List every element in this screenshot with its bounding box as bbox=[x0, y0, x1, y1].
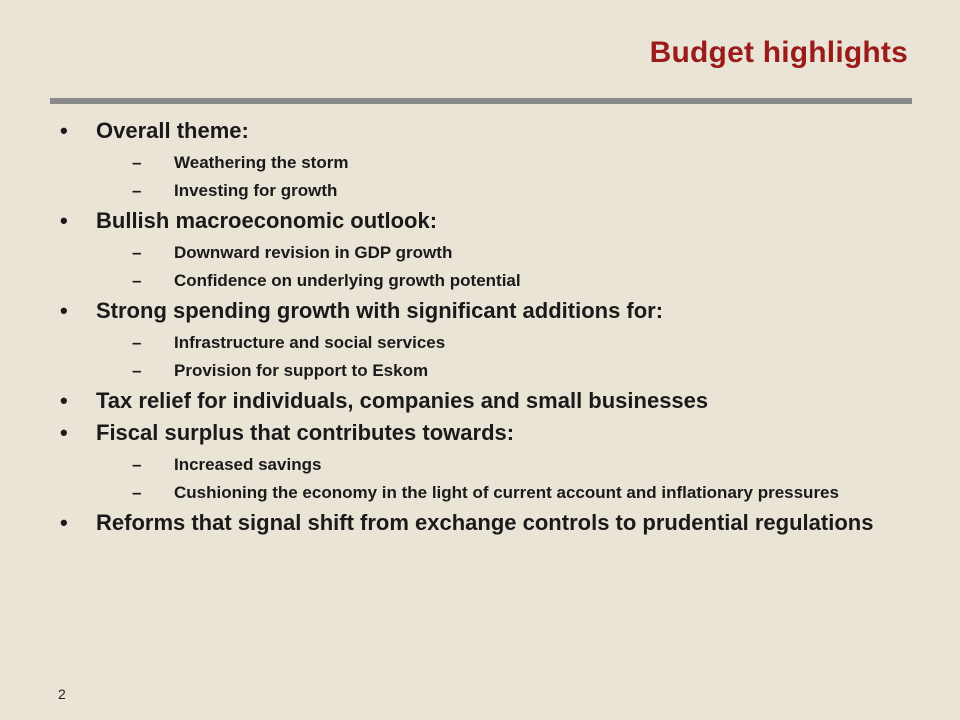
dash-marker: – bbox=[132, 455, 142, 474]
title-divider bbox=[50, 98, 912, 104]
bullet-list bbox=[60, 114, 920, 540]
sub-text: Increased savings bbox=[174, 455, 322, 474]
bullet-item bbox=[60, 508, 920, 538]
bullet-item bbox=[60, 296, 920, 382]
bullet-text: Reforms that signal shift from exchange controls to prudential regulations bbox=[96, 510, 874, 535]
sub-item bbox=[132, 152, 920, 174]
bullet-marker: • bbox=[60, 388, 68, 413]
bullet-text: Fiscal surplus that contributes towards: bbox=[96, 420, 515, 445]
sub-item bbox=[132, 332, 920, 354]
dash-marker: – bbox=[132, 361, 142, 380]
sub-text: Confidence on underlying growth potential bbox=[174, 271, 521, 290]
sub-text: Weathering the storm bbox=[174, 153, 349, 172]
sub-text: Infrastructure and social services bbox=[174, 333, 446, 352]
sub-text: Provision for support to Eskom bbox=[174, 361, 429, 380]
dash-marker: – bbox=[132, 243, 142, 262]
bullet-marker: • bbox=[60, 208, 68, 233]
sub-item bbox=[132, 242, 920, 264]
page-number: 2 bbox=[58, 686, 66, 702]
bullet-marker: • bbox=[60, 510, 68, 535]
dash-marker: – bbox=[132, 271, 142, 290]
bullet-item bbox=[60, 206, 920, 292]
bullet-text: Overall theme: bbox=[96, 118, 249, 143]
bullet-item bbox=[60, 386, 920, 416]
sub-list bbox=[96, 454, 920, 504]
slide-title: Budget highlights bbox=[649, 36, 908, 69]
sub-list bbox=[96, 242, 920, 292]
sub-item bbox=[132, 454, 920, 476]
dash-marker: – bbox=[132, 333, 142, 352]
bullet-text: Strong spending growth with significant additions for: bbox=[96, 298, 664, 323]
sub-list bbox=[96, 152, 920, 202]
bullet-marker: • bbox=[60, 420, 68, 445]
dash-marker: – bbox=[132, 483, 142, 502]
dash-marker: – bbox=[132, 181, 142, 200]
sub-item bbox=[132, 270, 920, 292]
sub-item bbox=[132, 180, 920, 202]
sub-text: Downward revision in GDP growth bbox=[174, 243, 453, 262]
sub-text: Investing for growth bbox=[174, 181, 338, 200]
bullet-text: Bullish macroeconomic outlook: bbox=[96, 208, 438, 233]
bullet-item bbox=[60, 418, 920, 504]
bullet-marker: • bbox=[60, 298, 68, 323]
bullet-item bbox=[60, 116, 920, 202]
sub-item bbox=[132, 360, 920, 382]
sub-text: Cushioning the economy in the light of current account and inflationary pressures bbox=[174, 483, 839, 502]
dash-marker: – bbox=[132, 153, 142, 172]
sub-item bbox=[132, 482, 920, 504]
bullet-text: Tax relief for individuals, companies and small businesses bbox=[96, 388, 709, 413]
sub-list bbox=[96, 332, 920, 382]
bullet-marker: • bbox=[60, 118, 68, 143]
